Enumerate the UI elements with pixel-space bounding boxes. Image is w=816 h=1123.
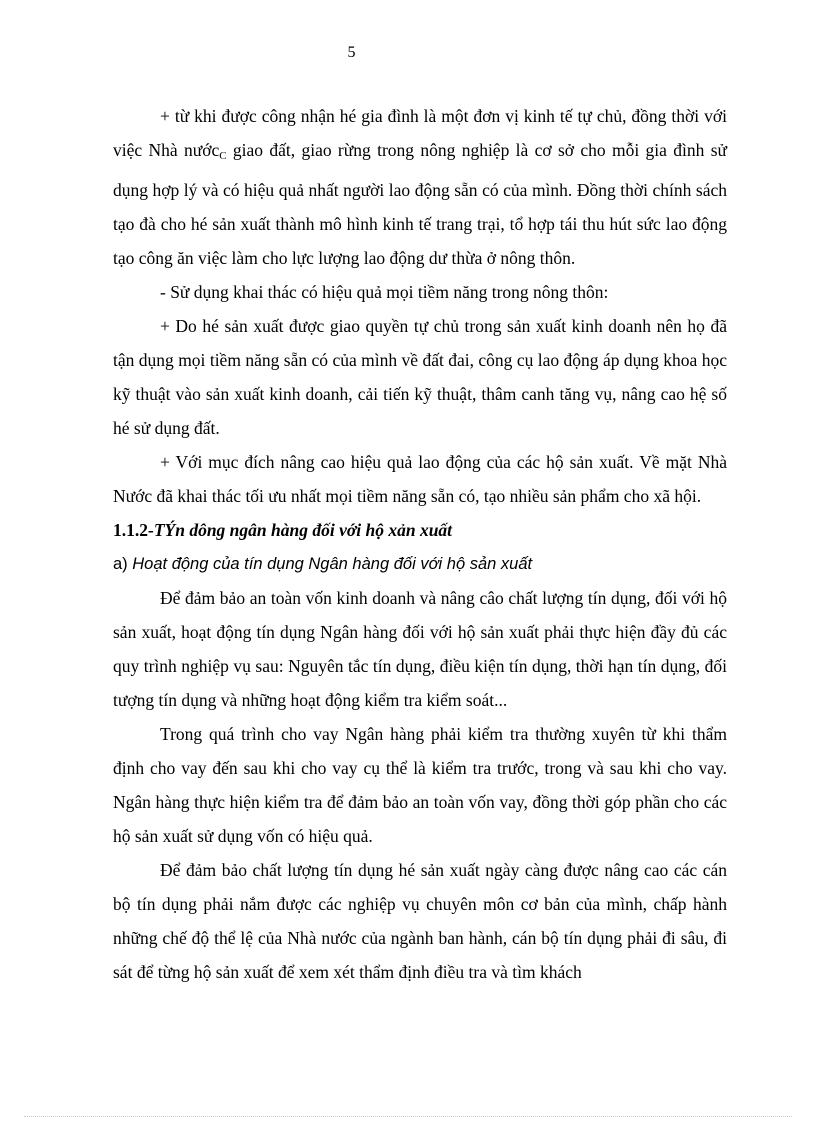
paragraph-autonomy-production: + Do hé sản xuất được giao quyền tự chủ trong sản xuất kinh doanh nên họ đã tận dụng mọi tiềm năng sẵn có của mình về đất đai, công cụ lao động áp dụng khoa học kỹ thuật vào sản xuất kinh doanh, cải tiến kỹ thuật, thâm canh tăng vụ, nâng cao hệ số hé sử dụng đất. xyxy=(113,316,727,438)
subsection-title: Hoạt động của tín dụng Ngân hàng đối với hộ sản xuất xyxy=(127,555,533,573)
paragraph-credit-officers: Để đảm bảo chất lượng tín dụng hé sản xuất ngày càng được nâng cao các cán bộ tín dụng phải nắm được các nghiệp vụ chuyên môn cơ bản của mình, chấp hành những chế độ thể lệ của Nhà nước của ngành ban hành, cán bộ tín dụng phải đi sâu, đi sát để từng hộ sản xuất để xem xét thẩm định điều tra và tìm khách xyxy=(113,860,727,982)
paragraph-household-autonomy xyxy=(113,99,727,275)
paragraph-loan-inspection: Trong quá trình cho vay Ngân hàng phải kiểm tra thường xuyên từ khi thẩm định cho vay đến sau khi cho vay cụ thể là kiểm tra trước, trong và sau khi cho vay. Ngân hàng thực hiện kiểm tra để đảm bảo an toàn vốn vay, đồng thời góp phần cho các hộ sản xuất sử dụng vốn có hiệu quả. xyxy=(113,724,727,846)
paragraph-text: + từ khi được công nhận hé gia đình là một đơn vị kinh tế tự chủ, đồng thời với việc Nhà nước xyxy=(113,106,727,160)
page-number: 5 xyxy=(347,44,356,61)
subscript-mark: C xyxy=(219,150,227,162)
subsection-label: a) xyxy=(113,555,128,573)
subsection-heading xyxy=(113,547,727,581)
section-title: -TÝn dông ngân hàng đối với hộ xản xuất xyxy=(148,520,453,540)
paragraph-text: giao đất, giao rừng trong nông nghiệp là cơ sở cho mỗi gia đình sử dụng hợp lý và có hiệu quả nhất người lao động sẵn có của mình. Đồng thời chính sách tạo đà cho hé sản xuất thành mô hình kinh tế trang trại, tổ hợp tái thu hút sức lao động tạo công ăn việc làm cho lực lượng lao động dư thừa ở nông thôn. xyxy=(113,140,727,268)
section-number: 1.1.2 xyxy=(113,520,148,540)
paragraph-potential-use: - Sử dụng khai thác có hiệu quả mọi tiềm năng trong nông thôn: xyxy=(160,282,609,302)
document-body xyxy=(113,99,727,989)
paragraph-credit-procedures: Để đảm bảo an toàn vốn kinh doanh và nâng câo chất lượng tín dụng, đối với hộ sản xuất, hoạt động tín dụng Ngân hàng đối với hộ sản xuất phải thực hiện đầy đủ các quy trình nghiệp vụ sau: Nguyên tắc tín dụng, điều kiện tín dụng, thời hạn tín dụng, đối tượng tín dụng và những hoạt động kiểm tra kiểm soát... xyxy=(113,588,727,710)
page-footer-divider xyxy=(24,1116,792,1117)
section-heading xyxy=(113,513,727,547)
paragraph-labor-efficiency: + Với mục đích nâng cao hiệu quả lao động của các hộ sản xuất. Về mặt Nhà Nước đã khai thác tối ưu nhất mọi tiềm năng sẵn có, tạo nhiều sản phẩm cho xã hội. xyxy=(113,452,727,506)
